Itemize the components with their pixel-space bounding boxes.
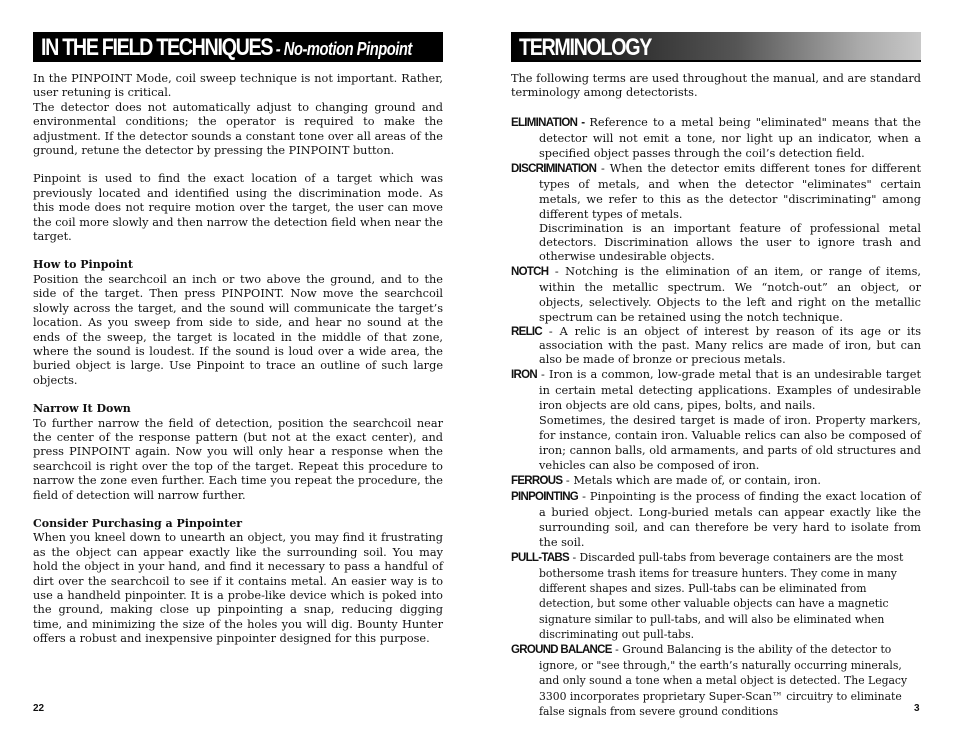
term-ferrous: FERROUS - Metals which are made of, or contain, iron. [511,473,821,487]
paragraph: To further narrow the field of detection, position the searchcoil near the center of the response pattern (but not at the exact center), and press PINPOINT again. Now you will only hear a response when the searchcoil is right over the top of the target. Repeat this procedure to narrow the zone even further. Each time you repeat the procedure, the field of detection will narrow further. [33,416,443,502]
banner-title-text: IN THE FIELD TECHNIQUES [41,34,273,61]
right-body [511,72,921,719]
paragraph: The detector does not automatically adjust to changing ground and environmental conditions; the operator is required to make the adjustment. If the detector sounds a constant tone over all areas of the ground, retune the detector by pressing the PINPOINT button. [33,100,443,158]
right-banner-title: TERMINOLOGY [519,34,652,61]
paragraph: Position the searchcoil an inch or two above the ground, and to the side of the target. Then press PINPOINT. Now move the searchcoil slowly across the target, and the sound will communicate the target’s location. As you sweep from side to side, and hear no sound at the ends of the sweep, the target is located in the middle of that zone, where the sound is loudest. If the sound is loud over a wide area, the buried object is large. Use Pinpoint to trace an outline of such large objects. [33,272,443,387]
page-number: 3 [914,703,920,714]
term-notch: NOTCH - Notching is the elimination of an item, or range of items, within the metallic spectrum. We “notch-out” an object, or objects, selectively. Objects to the left and right on the metallic spectrum can be retained using the notch technique. [511,264,921,324]
paragraph: When you kneel down to unearth an object, you may find it frustrating as the object can appear exactly like the surrounding soil. You may hold the object in your hand, and find it necessary to pass a handful of dirt over the searchcoil to see if it contains metal. An easier way is to use a handheld pinpointer. It is a probe-like device which is poked into the ground, making close up pinpointing a snap, reducing digging time, and minimizing the size of the holes you will dig. Bounty Hunter offers a robust and inexpensive pinpointer designed for this purpose. [33,531,443,646]
term-elimination: ELIMINATION - Reference to a metal being "eliminated" means that the detector will not emit a tone, nor light up an indicator, when a specified object passes through the coil’s detection field. [511,115,921,160]
term-discrimination: DISCRIMINATION - When the detector emits different tones for different types of metals, and when the detector "eliminates" certain metals, we refer to this as the detector "discriminating" among different types of metals. [511,161,921,221]
right-page [511,0,921,738]
term-pull-tabs: PULL-TABS - Discarded pull-tabs from beverage containers are the most bothersome trash items for treasure hunters. They come in many different shapes and sizes. Pull-tabs can be eliminated from detection, but some other valuable objects can have a magnetic signature similar to pull-tabs, and will also be eliminated when discriminating out pull-tabs. [511,550,904,641]
section-heading: Consider Purchasing a Pinpointer [33,516,243,530]
page-number: 22 [33,703,45,714]
term-discrimination-extra: Discrimination is an important feature of professional metal detectors. Discrimination allows the user to ignore trash and otherwise undesirable objects. [539,221,921,263]
intro-paragraph: The following terms are used throughout the manual, and are standard terminology among detectorists. [511,72,921,100]
section-heading: Narrow It Down [33,402,131,416]
left-body [33,72,443,647]
banner-subtitle: - No-motion Pinpoint [272,39,412,59]
term-iron: IRON - Iron is a common, low-grade metal that is an undesirable target in certain metal detecting applications. Examples of undesirable iron objects are old cans, pipes, bolts, and nails. [511,367,921,412]
left-page [33,0,443,738]
section-heading: How to Pinpoint [33,258,134,272]
term-relic: RELIC - A relic is an object of interest by reason of its age or its association with the past. Many relics are made of iron, but can also be made of bronze or precious metals. [511,324,921,366]
term-ground-balance: GROUND BALANCE - Ground Balancing is the ability of the detector to ignore, or "see through," the earth’s naturally occurring minerals, and only sound a tone when a metal object is detected. The Legacy 3300 incorporates proprietary Super-Scan™ circuitry to eliminate false signals from severe ground conditions [511,643,908,718]
paragraph: Pinpoint is used to find the exact location of a target which was previously located and identified using the discrimination mode. As this mode does not require motion over the target, the user can move the coil more slowly and then narrow the detection field when near the target. [33,172,443,244]
left-banner-title [41,34,412,62]
right-banner [511,32,921,62]
left-banner [33,32,443,62]
term-pinpointing: PINPOINTING - Pinpointing is the process of finding the exact location of a buried object. Long-buried metals can appear exactly like the surrounding soil, and can therefore be very hard to isolate from the soil. [511,489,921,549]
paragraph: In the PINPOINT Mode, coil sweep technique is not important. Rather, user retuning is critical. [33,72,443,100]
term-iron-extra: Sometimes, the desired target is made of iron. Property markers, for instance, contain iron. Valuable relics can also be composed of iron; cannon balls, old armaments, and parts of old structures and vehicles can also be composed of iron. [539,413,921,472]
